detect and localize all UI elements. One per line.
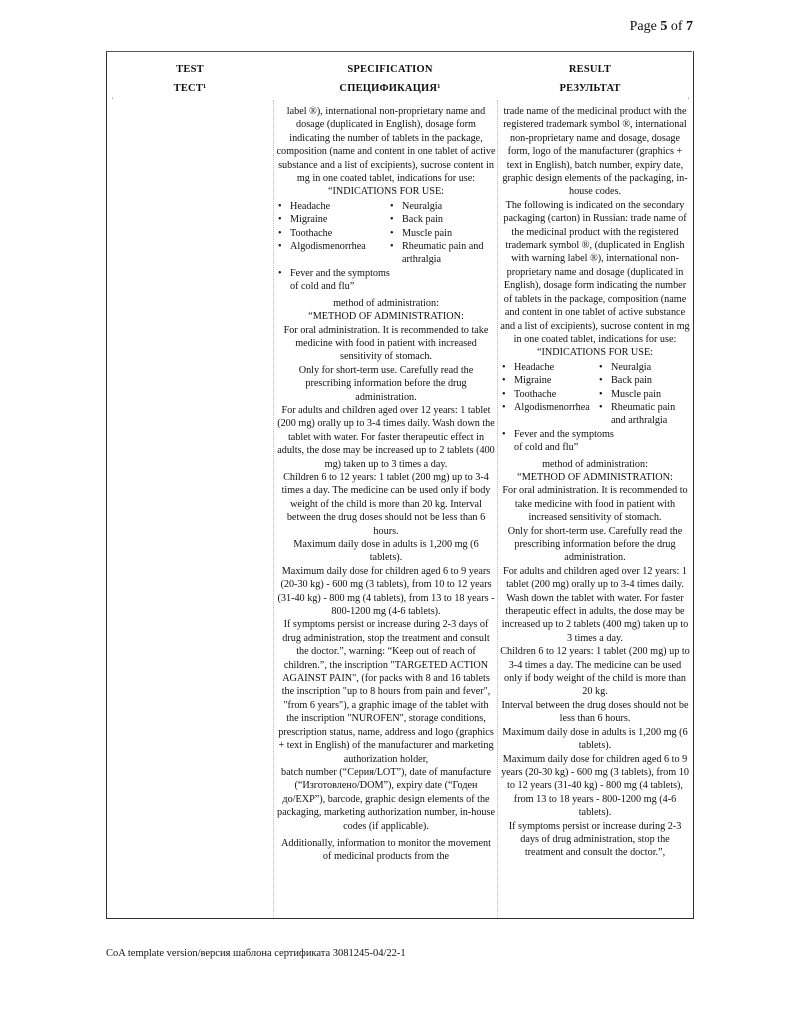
result-paragraph: Maximum daily dose in adults is 1,200 mg (6 tablets). — [502, 726, 688, 752]
list-item: • Migraine — [500, 374, 593, 387]
column-divider — [497, 100, 498, 918]
result-indications-heading: “INDICATIONS FOR USE: — [536, 347, 654, 359]
result-paragraph: For oral administration. It is recommended to take medicine with food in patient with increased sensitivity of stomach. — [502, 485, 688, 524]
spec-paragraph: Additionally, information to monitor the movement of medicinal products from the — [281, 837, 491, 863]
result-paragraph: Children 6 to 12 years: 1 tablet (200 mg) up to 3-4 times a day. The medicine can be used only if body weight of the child is more than 20 kg. — [500, 646, 690, 698]
list-item: • Back pain — [388, 213, 496, 226]
result-intro: trade name of the medicinal product with the registered trademark symbol ®, international non-proprietary name and dosage, dosage form, logo of the manufacturer (graphics + text in English), batch number, expiry date, graphic design elements of the packaging, in-house codes. — [502, 106, 688, 198]
spec-method-intro: method of administration: — [333, 297, 439, 309]
list-item — [500, 428, 690, 455]
list-item: • Rheumatic pain and arthralgia — [388, 240, 496, 267]
page-number: Page 5 of 7 — [629, 19, 693, 34]
header-result-en: RESULT — [568, 64, 612, 75]
spec-paragraph: Maximum daily dose for children aged 6 to 9 years (20-30 kg) - 600 mg (3 tablets), from 10 to 12 years (31-40 kg) - 800 mg (4 tablets), from 13 to 18 years - 800-1200 mg (4-6 tablets). — [277, 565, 495, 618]
header-spec-ru: СПЕЦИФИКАЦИЯ¹ — [339, 83, 441, 94]
list-item: • Algodismenorrhea — [276, 240, 384, 267]
result-secondary: The following is indicated on the secondary packaging (carton) in Russian: trade name of the medicinal product with the registered trademark symbol ®, (duplicated in English with warning label ®), international non-proprietary name and dosage (duplicated in English), dosage form indicating the number of tablets in the package, composition (name and content in one tablet of active substance and a list of excipients), sucrose content in mg in one coated tablet, indications for use: — [500, 199, 690, 345]
list-item: • Rheumatic pain and arthralgia — [597, 401, 690, 428]
list-item: • Headache — [500, 361, 593, 374]
result-column — [500, 105, 690, 860]
result-paragraph: If symptoms persist or increase during 2-3 days of drug administration, stop the treatment and consult the doctor.”, — [508, 820, 682, 859]
spec-method-heading: “METHOD OF ADMINISTRATION: — [308, 311, 464, 323]
specification-column — [276, 105, 496, 864]
header-result-ru: РЕЗУЛЬТАТ — [559, 83, 621, 94]
spec-paragraph: batch number (“Серия/LOT”), date of manufacture (“Изготовлено/DOM”), expiry date (“Годен до/EXP”), barcode, graphic design elements of the packaging, marketing authorization number, in-house codes (if applicable). — [277, 766, 495, 832]
result-method-intro: method of administration: — [542, 458, 648, 470]
header-test-en: TEST — [176, 64, 204, 75]
spec-indications-heading: “INDICATIONS FOR USE: — [327, 186, 445, 198]
result-paragraph: Interval between the drug doses should not be less than 6 hours. — [501, 699, 689, 725]
list-item: • Toothache — [276, 227, 384, 240]
list-item: • Neuralgia — [388, 200, 496, 213]
header-spec-en: SPECIFICATION — [347, 64, 433, 75]
result-paragraph: For adults and children aged over 12 years: 1 tablet (200 mg) orally up to 3-4 times daily. Wash down the tablet with water. For faster therapeutic effect in adults, the dose may be increased up to 2 tablets (400 mg) taken up to 3 times a day. — [501, 565, 689, 644]
spec-paragraph: If symptoms persist or increase during 2-3 days of drug administration, stop the treatment and consult the doctor.”, warning: “Keep out of reach of children.”, the inscription "TARGETED ACTION AGAINST PAIN", (for packs with 8 and 16 tablets the inscription "up to 8 hours from pain and fever", "from 6 years"), a graphic image of the tablet with the inscription "NUROFEN", storage conditions, prescription status, name, address and logo (graphics + text in English) of the manufacturer and marketing authorization holder, — [278, 619, 494, 765]
template-version-footer: CoA template version/версия шаблона сертификата 3081245-04/22-1 — [106, 948, 406, 959]
header-test-ru: ТЕСТ¹ — [173, 83, 207, 94]
result-fever-text: • Fever and the symptoms of cold and flu” — [514, 428, 614, 454]
list-item: • Neuralgia — [597, 361, 690, 374]
spec-paragraph: Children 6 to 12 years: 1 tablet (200 mg) up to 3-4 times a day. The medicine can be used only if body weight of the child is more than 20 kg. Interval between the drug doses should not be less than 6 hours. — [281, 471, 491, 537]
list-item: • Back pain — [597, 374, 690, 387]
spec-paragraph: For oral administration. It is recommended to take medicine with food in patient with increased sensitivity of stomach. — [283, 324, 489, 363]
cell-marker: ' — [688, 96, 690, 105]
spec-intro: label ®), international non-proprietary name and dosage (duplicated in English), dosage form indicating the number of tablets in the package, composition (name and content in one tablet of active substance and a list of excipients), sucrose content in mg in one coated tablet, indications for use: — [276, 106, 496, 185]
spec-indications-list — [276, 200, 496, 294]
list-item: • Toothache — [500, 388, 593, 401]
cell-marker: ' — [112, 96, 114, 105]
spec-paragraph: For adults and children aged over 12 years: 1 tablet (200 mg) orally up to 3-4 times daily. Wash down the tablet with water. For faster therapeutic effect in adults, the dose may be increased up to 2 tablets (400 mg) taken up to 3 times a day. — [277, 404, 495, 470]
list-item: • Headache — [276, 200, 384, 213]
result-paragraph: Only for short-term use. Carefully read the prescribing information before the drug administration. — [507, 525, 683, 564]
result-indications-list — [500, 361, 690, 455]
list-item — [276, 267, 496, 294]
list-item: • Muscle pain — [388, 227, 496, 240]
list-item: • Migraine — [276, 213, 384, 226]
spec-paragraph: Only for short-term use. Carefully read the prescribing information before the drug administration. — [298, 364, 474, 403]
list-item: • Algodismenorrhea — [500, 401, 593, 428]
column-divider — [273, 100, 274, 918]
result-method-heading: “METHOD OF ADMINISTRATION: — [517, 471, 673, 483]
spec-paragraph: Maximum daily dose in adults is 1,200 mg (6 tablets). — [293, 539, 479, 564]
result-paragraph: Maximum daily dose for children aged 6 to 9 years (20-30 kg) - 600 mg (3 tablets), from 10 to 12 years (31-40 kg) - 800 mg (4 tablets), from 13 to 18 years - 800-1200 mg (4-6 tablets). — [501, 753, 689, 819]
list-item: • Muscle pain — [597, 388, 690, 401]
spec-fever-text: • Fever and the symptoms of cold and flu” — [290, 267, 390, 293]
